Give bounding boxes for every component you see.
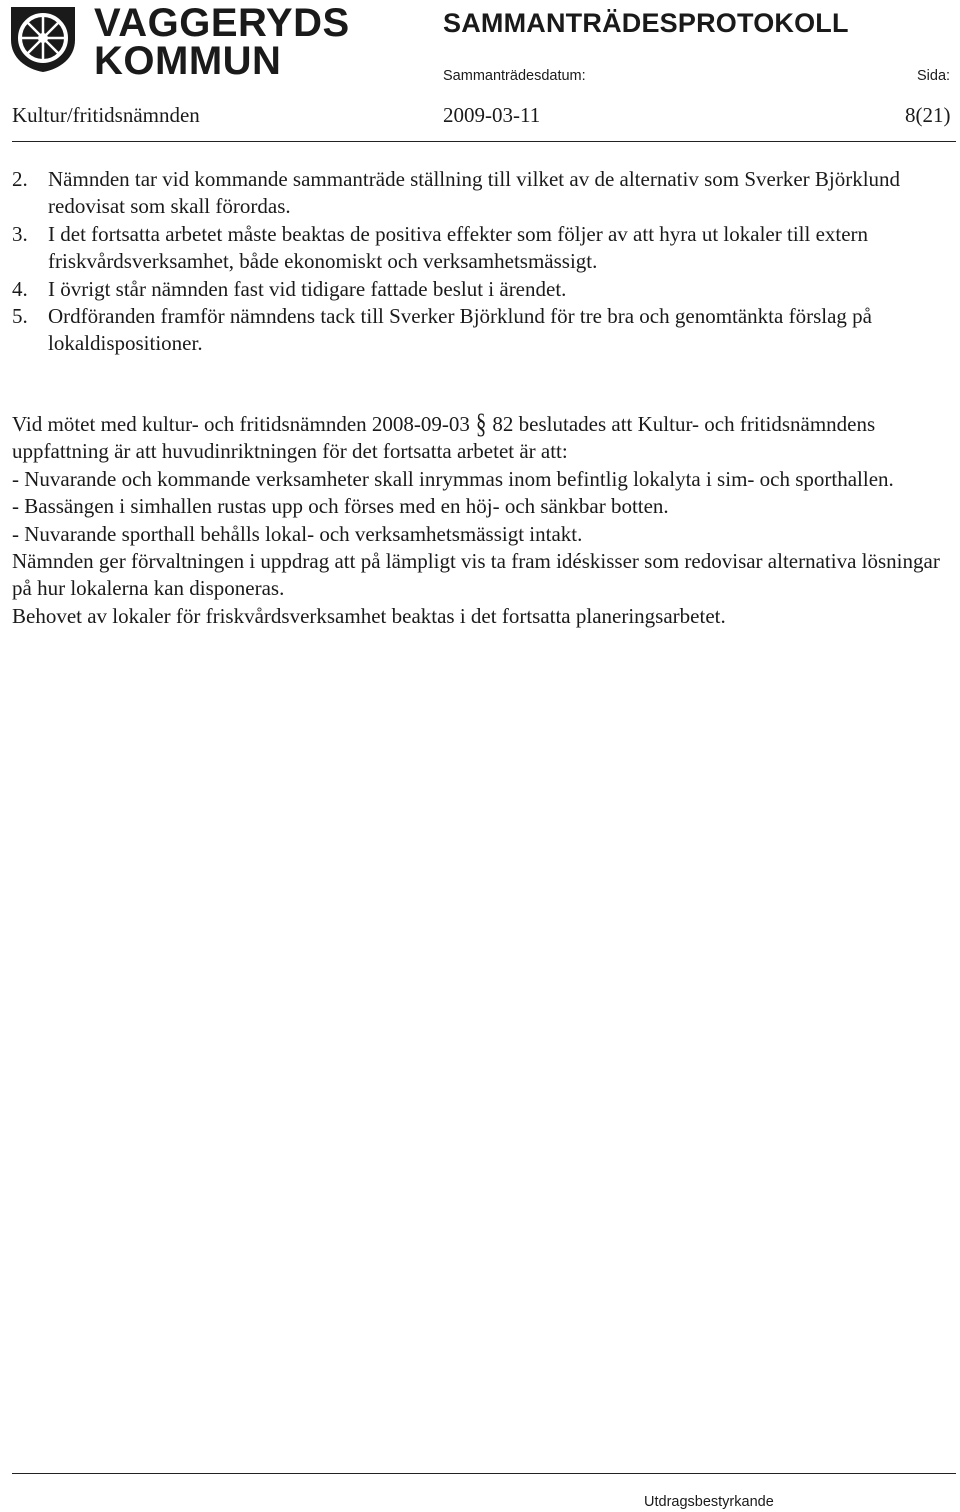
list-item bbox=[12, 221, 952, 276]
wheel-emblem-icon bbox=[8, 4, 78, 74]
list-item bbox=[12, 166, 952, 221]
intro-text-after: 82 beslutades att Kultur- och fritidsnämndens uppfattning är att huvudinriktningen för det fortsatta arbetet är att: bbox=[12, 412, 876, 464]
decision-list bbox=[12, 166, 952, 358]
municipality-logo bbox=[8, 1, 350, 83]
item-text: I övrigt står nämnden fast vid tidigare fattade beslut i ärendet. bbox=[48, 276, 567, 301]
item-number: 2. bbox=[12, 167, 28, 191]
document-title: SAMMANTRÄDESPROTOKOLL bbox=[443, 8, 849, 38]
body-line: Behovet av lokaler för friskvårdsverksamhet beaktas i det fortsatta planeringsarbetet. bbox=[12, 603, 726, 628]
item-number: 5. bbox=[12, 304, 28, 329]
intro-paragraph bbox=[12, 407, 957, 466]
list-item bbox=[12, 303, 952, 358]
certification-label: Utdragsbestyrkande bbox=[644, 1494, 774, 1510]
header-divider bbox=[12, 141, 956, 142]
meeting-date-label: Sammanträdesdatum: bbox=[443, 68, 586, 84]
item-number: 4. bbox=[12, 276, 28, 301]
logo-text-line1: VAGGERYDS bbox=[94, 1, 350, 45]
logo-text-line2: KOMMUN bbox=[94, 39, 282, 83]
body-line: - Nuvarande sporthall behålls lokal- och verksamhetsmässigt intakt. bbox=[12, 521, 583, 546]
item-text: I det fortsatta arbetet måste beaktas de positiva effekter som följer av att hyra ut lokaler till extern friskvårdsverksamhet, både ekonomiskt och verksamhetsmässigt. bbox=[48, 221, 869, 274]
body-line: - Nuvarande och kommande verksamheter skall inrymmas inom befintlig lokalyta i sim- och sporthallen. bbox=[12, 466, 894, 491]
body-line: - Bassängen i simhallen rustas upp och förses med en höj- och sänkbar botten. bbox=[12, 494, 669, 519]
item-number: 3. bbox=[12, 221, 28, 246]
page-number: 8(21) bbox=[905, 103, 951, 127]
intro-text-before: Vid mötet med kultur- och fritidsnämnden 2008-09-03 bbox=[12, 412, 470, 436]
section-sign: § bbox=[475, 407, 487, 440]
footer-divider bbox=[12, 1473, 956, 1474]
board-name: Kultur/fritidsnämnden bbox=[12, 103, 200, 127]
page-label: Sida: bbox=[917, 68, 951, 84]
body-text bbox=[12, 407, 957, 630]
body-line: Nämnden ger förvaltningen i uppdrag att på lämpligt vis ta fram idéskisser som redovisar alternativa lösningar på hur lokalerna kan disponeras. bbox=[12, 549, 940, 601]
item-text: Ordföranden framför nämndens tack till Sverker Björklund för tre bra och genomtänkta förslag på lokaldispositioner. bbox=[48, 304, 872, 356]
list-item bbox=[12, 276, 952, 303]
item-text: Nämnden tar vid kommande sammanträde ställning till vilket av de alternativ som Sverker Björklund redovisat som skall förordas. bbox=[48, 167, 901, 219]
meeting-date: 2009-03-11 bbox=[443, 103, 541, 127]
